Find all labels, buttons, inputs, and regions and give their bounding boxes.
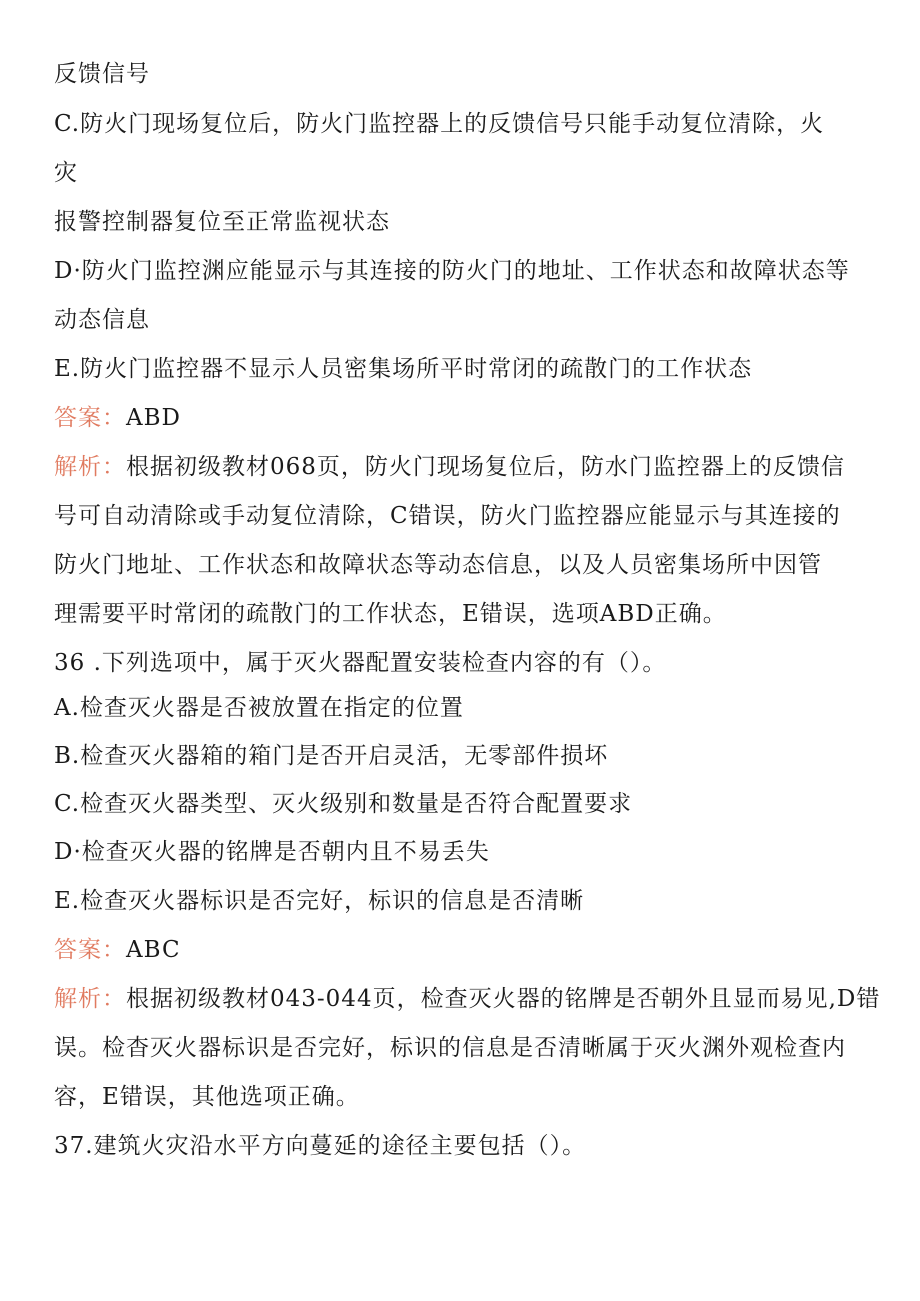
option-e (54, 886, 584, 916)
answer-line (54, 403, 181, 433)
line-text: D·检查灭火器的铭牌是否朝内且不易丢失 (54, 839, 490, 865)
option-d (54, 837, 490, 867)
text-line (54, 59, 150, 89)
option-a (54, 693, 464, 723)
answer-value: ABD (126, 405, 181, 431)
analysis-text: 根据初级教材043-044页，检查灭火器的铭牌是否朝外且显而易见,D错 (126, 986, 881, 1012)
line-text: 37.建筑火灾沿水平方向蔓延的途径主要包括（）。 (54, 1133, 587, 1159)
line-text: 号可自动清除或手动复位清除，C错误，防火门监控器应能显示与其连接的 (54, 503, 841, 529)
line-text: 理需要平时常闭的疏散门的工作状态，E错误，选项ABD正确。 (54, 601, 727, 627)
question-37 (54, 1131, 586, 1161)
line-text: 报警控制器复位至正常监视状态 (54, 209, 390, 235)
text-line (54, 1033, 846, 1063)
analysis-label: 解析： (54, 986, 126, 1012)
line-text: A.检查灭火器是否被放置在指定的位置 (54, 695, 464, 721)
text-line (54, 305, 150, 335)
line-text: 灾 (54, 160, 78, 186)
text-line (54, 207, 390, 237)
line-text: 反馈信号 (54, 61, 150, 87)
line-text: 防火门地址、工作状态和故障状态等动态信息，以及人员密集场所中因管 (54, 552, 822, 578)
answer-value: ABC (126, 937, 181, 963)
analysis-label: 解析： (54, 454, 126, 480)
text-line (54, 599, 727, 629)
analysis-line (54, 452, 845, 482)
analysis-line (54, 984, 880, 1014)
text-line (54, 550, 822, 580)
text-line (54, 158, 78, 188)
line-text: 容，E错误，其他选项正确。 (54, 1084, 360, 1110)
answer-label: 答案： (54, 937, 126, 963)
option-d (54, 256, 850, 286)
answer-line (54, 935, 181, 965)
line-text: 36 .下列选项中，属于灭火器配置安装检查内容的有（）。 (54, 650, 667, 676)
option-e (54, 354, 752, 384)
option-c (54, 789, 632, 819)
option-b (54, 741, 608, 771)
question-36 (54, 648, 666, 678)
option-c (54, 109, 824, 139)
text-line (54, 1082, 360, 1112)
text-line (54, 501, 841, 531)
line-text: C.防火门现场复位后，防火门监控器上的反馈信号只能手动复位清除，火 (54, 111, 825, 137)
analysis-text: 根据初级教材068页，防火门现场复位后，防水门监控器上的反馈信 (126, 454, 845, 480)
line-text: B.检查灭火器箱的箱门是否开启灵活，无零部件损坏 (54, 743, 609, 769)
line-text: 误。检杳灭火器标识是否完好，标识的信息是否清晰属于灭火渊外观检查内 (54, 1035, 846, 1061)
line-text: E.检查灭火器标识是否完好，标识的信息是否清晰 (54, 888, 585, 914)
line-text: E.防火门监控器不显示人员密集场所平时常闭的疏散门的工作状态 (54, 356, 753, 382)
line-text: C.检查灭火器类型、灭火级别和数量是否符合配置要求 (54, 791, 633, 817)
answer-label: 答案： (54, 405, 126, 431)
line-text: D·防火门监控渊应能显示与其连接的防火门的地址、工作状态和故障状态等 (54, 258, 850, 284)
line-text: 动态信息 (54, 307, 150, 333)
